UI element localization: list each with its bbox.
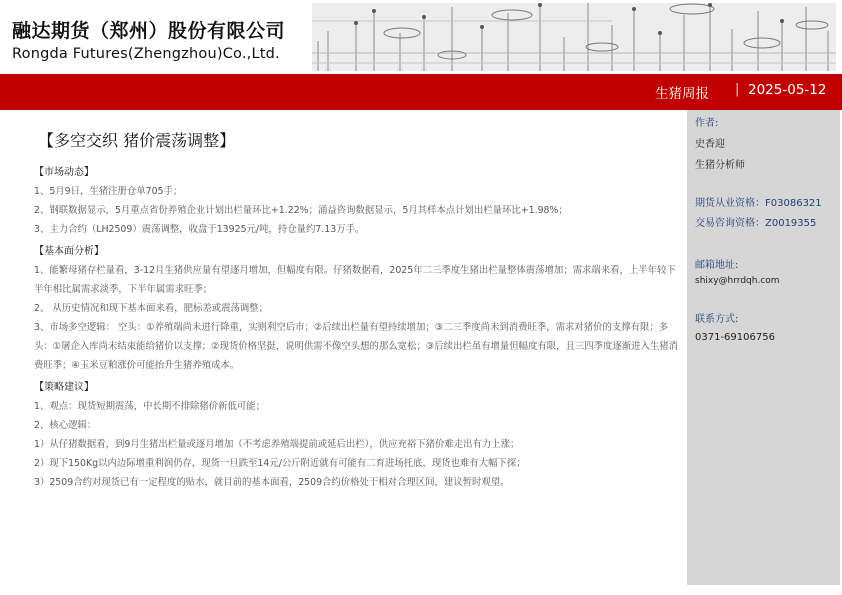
company-logo [12, 16, 285, 62]
report-title: 【多空交织 猪价震荡调整】 [38, 131, 236, 150]
paragraph: 1、能繁母猪存栏量看，3-12月生猪供应量有望逐月增加，但幅度有限。仔猪数据看，2025年二三季度生猪出栏量整体震荡增加；需求端来看，上半年较下半年相比属需求淡季，下半年属需求旺季； [34, 265, 676, 295]
company-name-en: Rongda Futures(Zhengzhou)Co.,Ltd. [12, 46, 280, 62]
author-sidebar [687, 110, 840, 585]
qualification-futures: 期货从业资格：F03086321 [695, 198, 822, 209]
section-heading-strategy: 【策略建议】 [34, 382, 94, 393]
author-title: 生猪分析师 [695, 160, 745, 171]
paragraph: 2）现下150Kg以内边际增重利润仍存，现货一旦跌至14元/公斤附近就有可能有二育进场托底，现货也难有大幅下探； [34, 458, 526, 469]
email-label: 邮箱地址: [695, 260, 739, 271]
section-heading-market: 【市场动态】 [34, 167, 94, 178]
paragraph: 3、市场多空逻辑： 空头：①养殖端尚未进行降重，实则利空后市；②后续出栏量有望持续增加；③二三季度尚未到消费旺季，需求对猪价的支撑有限；多头：①屠企入库尚未结束能给猪价以支撑；②现货价格坚挺，说明供需不像空头想的那么宽松；③后续出栏虽有增量但幅度有限，且三四季度逐渐进入生猪消费旺季；④玉米豆粕涨价可能抬升生猪养殖成本。 [34, 322, 678, 371]
report-date: 2025-05-12 [748, 82, 827, 98]
paragraph: 1、观点：现货短期震荡，中长期不排除猪价新低可能； [34, 401, 265, 412]
phone-number: 0371-69106756 [695, 332, 775, 343]
section-heading-fundamentals: 【基本面分析】 [34, 246, 104, 257]
report-type-label: 生猪周报 [655, 86, 709, 102]
paragraph: 1）从仔猪数据看，到9月生猪出栏量或逐月增加（不考虑养殖端提前或延后出栏），供应充裕下猪价难走出有力上涨； [34, 439, 520, 450]
report-banner [0, 74, 842, 110]
company-name-cn: 融达期货（郑州）股份有限公司 [12, 20, 286, 42]
report-body [34, 124, 684, 492]
banner-separator: | [735, 82, 740, 97]
paragraph: 1、5月9日，生猪注册仓单705手； [34, 186, 183, 197]
paragraph: 2、钢联数据显示，5月重点省份养殖企业计划出栏量环比+1.22%；涌益咨询数据显示，5月其样本点计划出栏量环比+1.98%； [34, 205, 568, 216]
paragraph: 3、主力合约（LH2509）震荡调整，收盘于13925元/吨，持仓量约7.13万手。 [34, 224, 365, 235]
author-name: 史香迎 [695, 139, 725, 150]
paragraph: 2、 从历史情况和现下基本面来看，肥标差或震荡调整； [34, 303, 268, 314]
email-address[interactable]: shixy@hrrdqh.com [695, 276, 780, 286]
decorative-line-pattern [312, 3, 836, 71]
paragraph: 3）2509合约对现货已有一定程度的贴水，就目前的基本面看，2509合约价格处于相对合理区间，建议暂时观望。 [34, 477, 510, 488]
paragraph: 2、核心逻辑： [34, 420, 97, 431]
contact-label: 联系方式: [695, 314, 739, 325]
qualification-advisory: 交易咨询资格：Z0019355 [695, 218, 817, 229]
author-label: 作者: [695, 118, 719, 129]
page-header [0, 0, 842, 74]
